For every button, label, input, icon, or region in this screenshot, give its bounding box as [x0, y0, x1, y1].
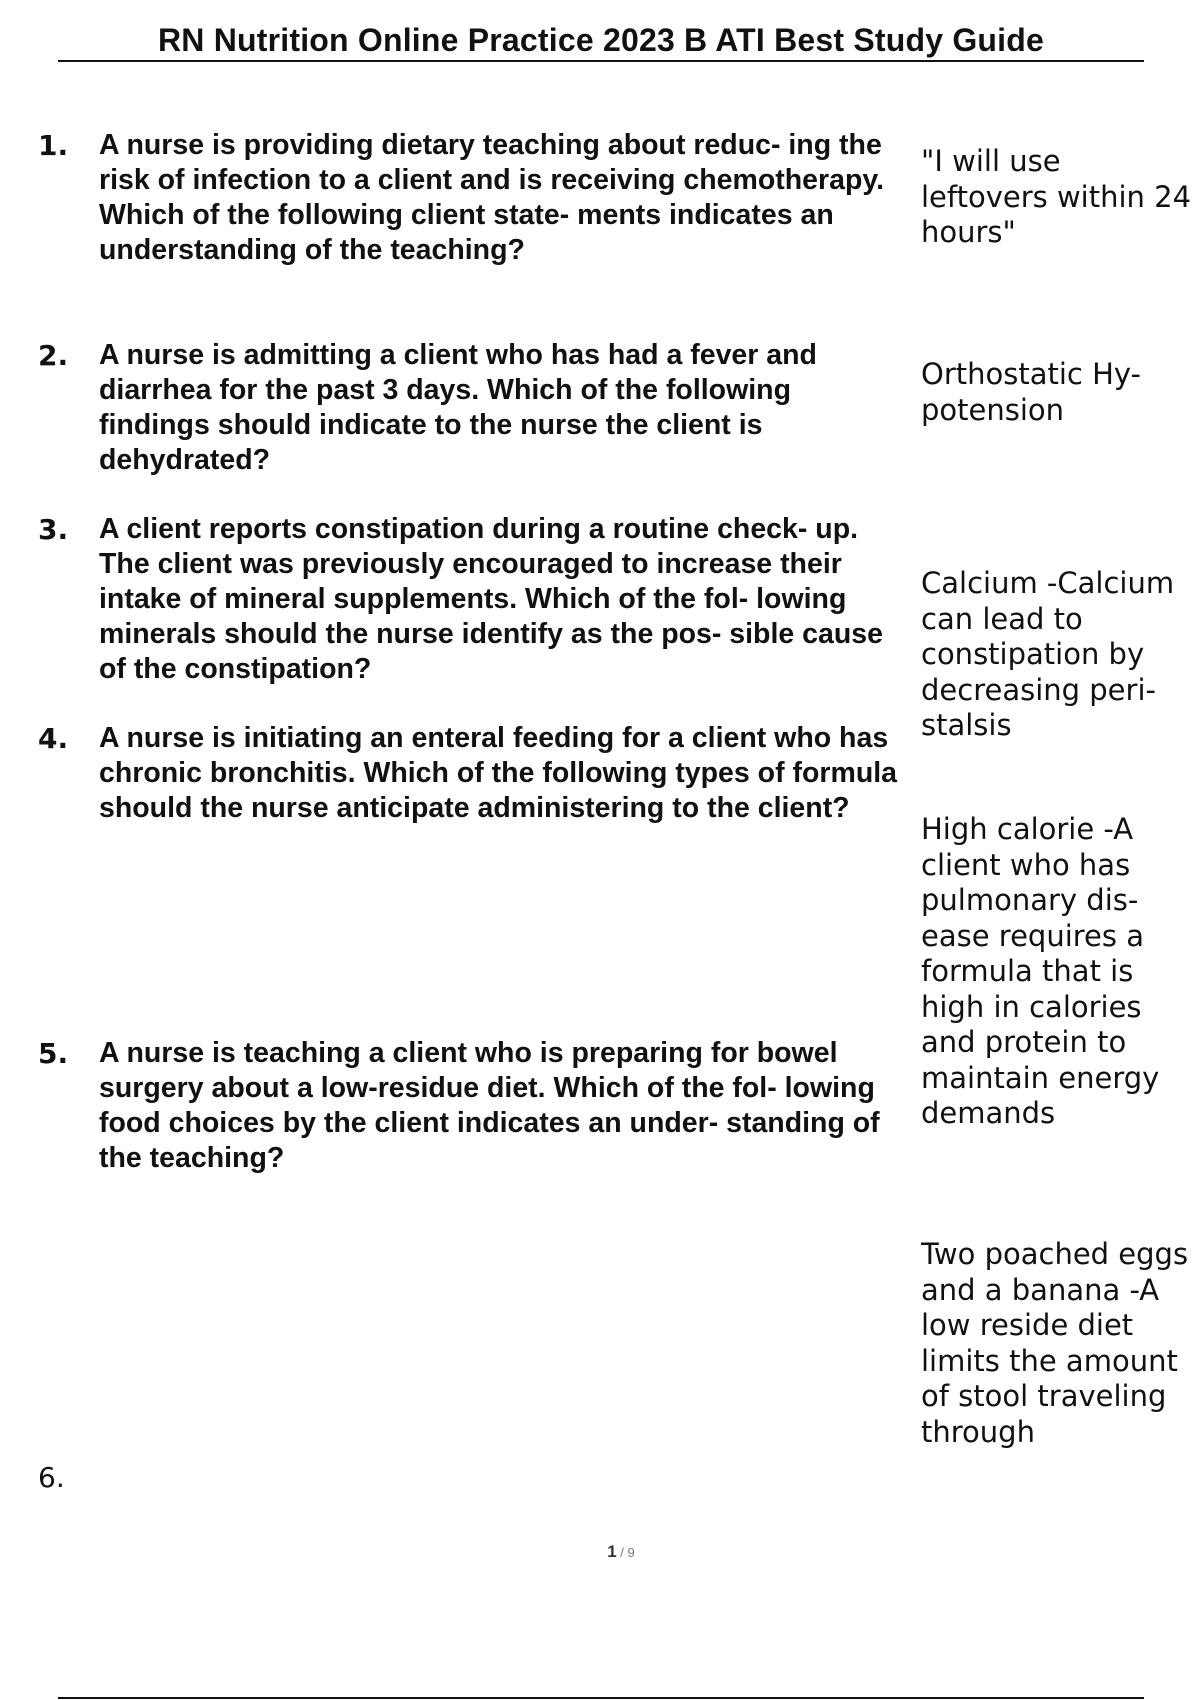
- page-total: 9: [627, 1545, 635, 1560]
- answer-text: Orthostatic Hy- potension: [921, 357, 1142, 427]
- page-title: RN Nutrition Online Practice 2023 B ATI Best Study Guide: [58, 20, 1144, 62]
- page-separator: /: [616, 1545, 628, 1560]
- bottom-divider: [58, 1697, 1144, 1699]
- question-item: [38, 128, 908, 268]
- question-text: A nurse is admitting a client who has had a fever and diarrhea for the past 3 days. Which of the following findings should indicate to the nurse the client is dehydrated?: [99, 339, 817, 476]
- question-number: 2.: [38, 339, 69, 372]
- question-item: [38, 1036, 908, 1176]
- question-number: 3.: [38, 513, 69, 546]
- question-number: 1.: [38, 129, 69, 162]
- answer-text: "I will use leftovers within 24 hours": [921, 144, 1192, 249]
- page-indicator: [0, 1542, 1200, 1562]
- answer-text: Two poached eggs and a banana -A low reside diet limits the amount of stool traveling through: [921, 1237, 1189, 1449]
- question-item: [38, 721, 908, 826]
- question-item: [38, 512, 908, 687]
- question-item: [38, 338, 908, 478]
- question-number: 6.: [38, 1461, 65, 1494]
- question-number: 4.: [38, 722, 69, 755]
- question-number: 5.: [38, 1037, 69, 1070]
- page-current: 1: [607, 1542, 617, 1561]
- answer-text: Calcium -Calcium can lead to constipation by decreasing peri- stalsis: [921, 566, 1175, 742]
- answer-text: High calorie -A client who has pulmonary dis- ease requires a formula that is high in calories and protein to maintain energy demands: [921, 812, 1160, 1130]
- question-text: A nurse is teaching a client who is preparing for bowel surgery about a low-residue diet. Which of the fol- lowing food choices by the client indicates an under- standing of the teaching?: [99, 1037, 880, 1174]
- question-text: A nurse is initiating an enteral feeding for a client who has chronic bronchitis. Which of the following types of formula should the nurse anticipate administering to the client?: [99, 722, 897, 824]
- question-text: A nurse is providing dietary teaching about reduc- ing the risk of infection to a client and is receiving chemotherapy. Which of the following client state- ments indicates an understanding of the teaching?: [99, 129, 885, 266]
- question-text: A client reports constipation during a routine check- up. The client was previously encouraged to increase their intake of mineral supplements. Which of the fol- lowing minerals should the nurse identify as the pos- sible cause of the constipation?: [99, 513, 883, 685]
